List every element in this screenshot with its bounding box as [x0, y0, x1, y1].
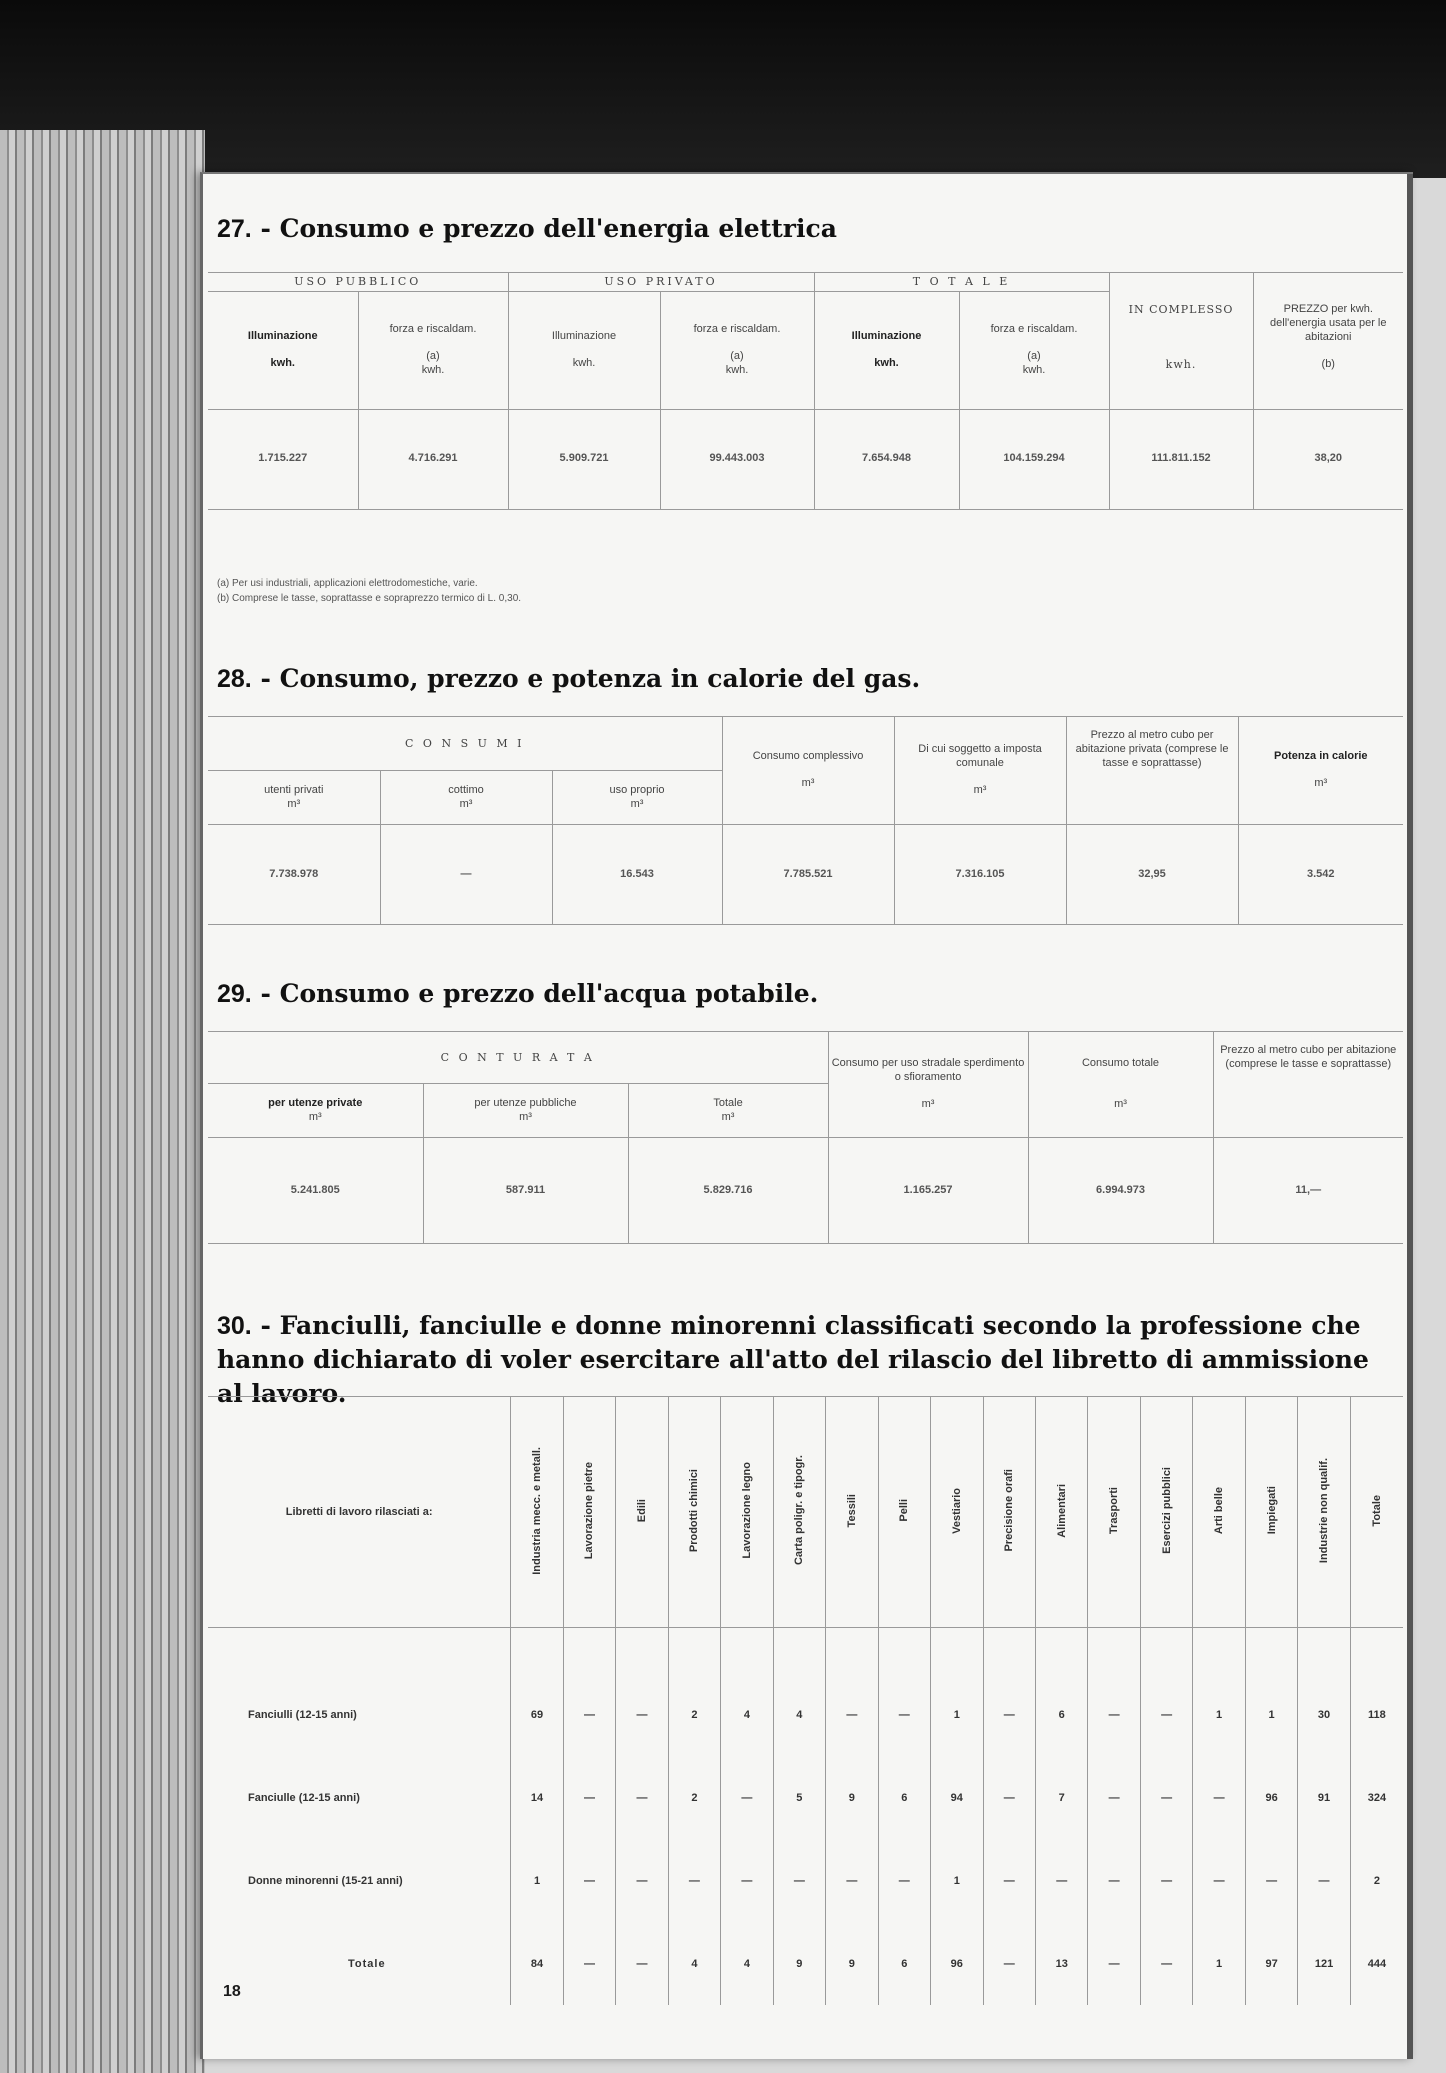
column-header-label: Lavorazione pietre: [583, 1461, 596, 1560]
value-cell: 7.785.521: [722, 825, 894, 925]
value-cell: 96: [931, 1922, 983, 2005]
value-cell: 5.241.805: [290, 1183, 340, 1196]
value-cell: —: [1140, 1756, 1192, 1839]
spacer-cell: [1193, 1628, 1245, 1674]
spacer-cell: [1350, 1628, 1403, 1674]
column-header: [721, 1397, 773, 1628]
row-label: Totale: [348, 1957, 386, 1970]
column-header: [1035, 1397, 1087, 1628]
column-header: [1193, 1397, 1245, 1628]
value-cell: 69: [511, 1673, 563, 1756]
group-uso-privato: USO PRIVATO: [508, 273, 814, 292]
value-cell: 1: [511, 1839, 563, 1922]
col-pub-illum: Illuminazione kwh.: [208, 291, 358, 409]
spacer-cell: [878, 1628, 930, 1674]
column-header-label: Impiegati: [1265, 1486, 1278, 1535]
value-cell: —: [616, 1922, 668, 2005]
value-cell: —: [1088, 1922, 1140, 2005]
value-cell: 2: [668, 1756, 720, 1839]
column-header-label: Precisione orafi: [1003, 1469, 1016, 1552]
spacer-cell: [668, 1628, 720, 1674]
value-cell: —: [983, 1756, 1035, 1839]
value-cell: —: [1298, 1839, 1350, 1922]
value-cell: —: [878, 1673, 930, 1756]
column-header: [1298, 1397, 1350, 1628]
column-header-label: Carta poligr. e tipogr.: [793, 1455, 806, 1566]
value-cell: —: [1193, 1756, 1245, 1839]
value-cell: —: [983, 1673, 1035, 1756]
page-right-border: [1407, 174, 1413, 2059]
value-cell: 324: [1350, 1756, 1403, 1839]
col-in-complesso: IN COMPLESSO kwh.: [1109, 273, 1253, 410]
value-cell: —: [563, 1839, 615, 1922]
footnote-b: (b) Comprese le tasse, soprattasse e sopraprezzo termico di L. 0,30.: [217, 593, 522, 604]
value-cell: —: [1140, 1673, 1192, 1756]
column-header-label: Totale: [1370, 1494, 1383, 1527]
value-cell: 7.738.978: [269, 867, 319, 880]
column-header: [1350, 1397, 1403, 1628]
value-cell: —: [563, 1922, 615, 2005]
value-cell: 38,20: [1253, 409, 1403, 509]
value-cell: 97: [1245, 1922, 1297, 2005]
column-header: [1245, 1397, 1297, 1628]
col-utenze-private: per utenze private m³: [208, 1084, 423, 1138]
row-header: Libretti di lavoro rilasciati a:: [208, 1397, 511, 1628]
col-tot-forza: forza e riscaldam. (a) kwh.: [959, 291, 1109, 409]
section-27-title: 27. - Consumo e prezzo dell'energia elettrica: [217, 214, 837, 243]
value-cell: —: [1088, 1673, 1140, 1756]
spacer-cell: [616, 1628, 668, 1674]
value-cell: —: [721, 1839, 773, 1922]
value-cell: 30: [1298, 1673, 1350, 1756]
spacer-cell: [208, 1628, 511, 1674]
column-header: [826, 1397, 878, 1628]
table-27-footnotes: [217, 576, 521, 606]
row-label: Donne minorenni (15-21 anni): [248, 1874, 403, 1887]
value-cell: —: [1245, 1839, 1297, 1922]
scan-top-shadow: [0, 0, 1446, 178]
value-cell: 7.316.105: [894, 825, 1066, 925]
value-cell: 1: [1193, 1673, 1245, 1756]
value-cell: —: [380, 825, 552, 925]
col-consumo-totale: Consumo totale m³: [1028, 1032, 1213, 1138]
column-header: [983, 1397, 1035, 1628]
col-tot-illum: Illuminazione kwh.: [814, 291, 959, 409]
spacer-cell: [983, 1628, 1035, 1674]
value-cell: —: [1088, 1756, 1140, 1839]
column-header: [563, 1397, 615, 1628]
value-cell: —: [1088, 1839, 1140, 1922]
value-cell: 32,95: [1066, 825, 1238, 925]
col-totale-contatata: Totale m³: [628, 1084, 828, 1138]
value-cell: 1.165.257: [828, 1138, 1028, 1244]
col-uso-stradale: Consumo per uso stradale sperdimento o sfioramento m³: [828, 1032, 1028, 1138]
value-cell: 118: [1350, 1673, 1403, 1756]
row-label: Fanciulle (12-15 anni): [248, 1791, 360, 1804]
value-cell: 9: [773, 1922, 825, 2005]
value-cell: —: [616, 1673, 668, 1756]
table-row: [208, 1756, 1403, 1839]
value-cell: 11,—: [1213, 1138, 1403, 1244]
column-header: [931, 1397, 983, 1628]
section-28-title: 28. - Consumo, prezzo e potenza in calorie del gas.: [217, 664, 921, 693]
col-consumo-complessivo: Consumo complessivo m³: [722, 717, 894, 825]
col-uso-proprio: uso proprio m³: [552, 771, 722, 825]
spacer-row: [208, 1628, 1403, 1674]
table-28-gas: [208, 716, 1403, 925]
footnote-a: (a) Per usi industriali, applicazioni elettrodomestiche, varie.: [217, 578, 478, 589]
col-priv-forza: forza e riscaldam. (a) kwh.: [660, 291, 814, 409]
column-header: [511, 1397, 563, 1628]
value-cell: —: [668, 1839, 720, 1922]
value-cell: 7: [1035, 1756, 1087, 1839]
col-prezzo-kwh: PREZZO per kwh. dell'energia usata per le abitazioni (b): [1253, 273, 1403, 410]
table-row: [208, 1922, 1403, 2005]
column-header-label: Alimentari: [1055, 1483, 1068, 1538]
book-page-edges: [0, 130, 205, 2073]
column-header-label: Arti belle: [1213, 1486, 1226, 1535]
column-header-label: Industria mecc. e metall.: [531, 1446, 544, 1575]
value-cell: 5: [773, 1756, 825, 1839]
value-cell: —: [1035, 1839, 1087, 1922]
column-header-label: Esercizi pubblici: [1160, 1467, 1173, 1554]
value-cell: —: [563, 1673, 615, 1756]
value-cell: 16.543: [552, 825, 722, 925]
spacer-cell: [1140, 1628, 1192, 1674]
column-header-label: Edili: [635, 1498, 648, 1523]
column-header-label: Prodotti chimici: [688, 1468, 701, 1553]
column-header: [1088, 1397, 1140, 1628]
column-header-label: Industrie non qualif.: [1318, 1457, 1331, 1564]
col-utenze-pubbliche: per utenze pubbliche m³: [423, 1084, 628, 1138]
value-cell: —: [616, 1839, 668, 1922]
value-cell: 6: [1035, 1673, 1087, 1756]
value-cell: 2: [1350, 1839, 1403, 1922]
column-header: [668, 1397, 720, 1628]
value-cell: —: [983, 1922, 1035, 2005]
value-cell: 1: [931, 1673, 983, 1756]
spacer-cell: [773, 1628, 825, 1674]
value-cell: 444: [1350, 1922, 1403, 2005]
value-cell: 91: [1298, 1756, 1350, 1839]
value-cell: 2: [668, 1673, 720, 1756]
book-page: [200, 172, 1413, 2059]
value-cell: —: [983, 1839, 1035, 1922]
spacer-cell: [1298, 1628, 1350, 1674]
value-cell: —: [878, 1839, 930, 1922]
col-prezzo-gas: Prezzo al metro cubo per abitazione privata (comprese le tasse e soprattasse): [1066, 717, 1238, 825]
value-cell: 111.811.152: [1109, 409, 1253, 509]
value-cell: 5.829.716: [628, 1138, 828, 1244]
col-prezzo-acqua: Prezzo al metro cubo per abitazione (comprese le tasse e soprattasse): [1213, 1032, 1403, 1138]
value-cell: —: [616, 1756, 668, 1839]
value-cell: —: [826, 1839, 878, 1922]
table-row: [208, 1839, 1403, 1922]
value-cell: 1: [1245, 1673, 1297, 1756]
value-cell: 3.542: [1238, 825, 1403, 925]
group-totale: T O T A L E: [814, 273, 1109, 292]
column-header: [616, 1397, 668, 1628]
value-cell: 84: [511, 1922, 563, 2005]
group-uso-pubblico: USO PUBBLICO: [208, 273, 508, 292]
table-row: [208, 1673, 1403, 1756]
value-cell: 94: [931, 1756, 983, 1839]
group-contatata: C O N T U R A T A: [208, 1032, 828, 1084]
value-cell: 99.443.003: [660, 409, 814, 509]
value-cell: 13: [1035, 1922, 1087, 2005]
value-cell: 5.909.721: [508, 409, 660, 509]
value-cell: 4: [721, 1673, 773, 1756]
value-cell: 1: [1193, 1922, 1245, 2005]
table-30-work-booklets: [208, 1396, 1403, 2005]
value-cell: 587.911: [423, 1138, 628, 1244]
group-consumi: C O N S U M I: [208, 717, 722, 771]
value-cell: 14: [511, 1756, 563, 1839]
value-cell: 104.159.294: [959, 409, 1109, 509]
spacer-cell: [931, 1628, 983, 1674]
value-cell: 4.716.291: [358, 409, 508, 509]
value-cell: 4: [721, 1922, 773, 2005]
spacer-cell: [826, 1628, 878, 1674]
value-cell: 4: [773, 1673, 825, 1756]
value-cell: 7.654.948: [814, 409, 959, 509]
col-soggetto-imposta: Di cui soggetto a imposta comunale m³: [894, 717, 1066, 825]
value-cell: —: [1193, 1839, 1245, 1922]
spacer-cell: [563, 1628, 615, 1674]
column-header-label: Vestiario: [950, 1487, 963, 1534]
value-cell: —: [773, 1839, 825, 1922]
col-utenti-privati: utenti privati m³: [208, 771, 380, 825]
value-cell: —: [563, 1756, 615, 1839]
value-cell: 96: [1245, 1756, 1297, 1839]
value-cell: —: [1140, 1839, 1192, 1922]
value-cell: —: [1140, 1922, 1192, 2005]
table-27-electricity: [208, 272, 1403, 510]
spacer-cell: [1245, 1628, 1297, 1674]
value-cell: 6: [878, 1756, 930, 1839]
value-cell: 1: [931, 1839, 983, 1922]
column-header-label: Tessili: [845, 1493, 858, 1528]
page-number: 18: [223, 1983, 241, 2000]
col-cottimo: cottimo m³: [380, 771, 552, 825]
value-cell: 4: [668, 1922, 720, 2005]
column-header: [773, 1397, 825, 1628]
column-header-label: Lavorazione legno: [740, 1462, 753, 1559]
value-cell: 6.994.973: [1028, 1138, 1213, 1244]
column-header: [1140, 1397, 1192, 1628]
column-header: [878, 1397, 930, 1628]
value-cell: 121: [1298, 1922, 1350, 2005]
col-priv-illum: Illuminazione kwh.: [508, 291, 660, 409]
column-header-label: Trasporti: [1108, 1486, 1121, 1535]
spacer-cell: [1088, 1628, 1140, 1674]
table-29-water: [208, 1031, 1403, 1244]
value-cell: —: [721, 1756, 773, 1839]
spacer-cell: [721, 1628, 773, 1674]
value-cell: 9: [826, 1756, 878, 1839]
column-header-label: Pelli: [898, 1499, 911, 1522]
value-cell: —: [826, 1673, 878, 1756]
value-cell: 9: [826, 1922, 878, 2005]
value-cell: 1.715.227: [258, 452, 308, 465]
col-pub-forza: forza e riscaldam. (a) kwh.: [358, 291, 508, 409]
section-30-title: 30. - Fanciulli, fanciulle e donne minorenni classificati secondo la professione che hanno dichiarato di voler esercitare all'atto del rilascio del libretto di ammissione al lavoro.: [217, 1311, 1369, 1408]
spacer-cell: [1035, 1628, 1087, 1674]
section-29-title: 29. - Consumo e prezzo dell'acqua potabile.: [217, 979, 819, 1008]
col-potenza-calorie: Potenza in calorie m³: [1238, 717, 1403, 825]
value-cell: 6: [878, 1922, 930, 2005]
row-label: Fanciulli (12-15 anni): [248, 1708, 357, 1721]
spacer-cell: [511, 1628, 563, 1674]
